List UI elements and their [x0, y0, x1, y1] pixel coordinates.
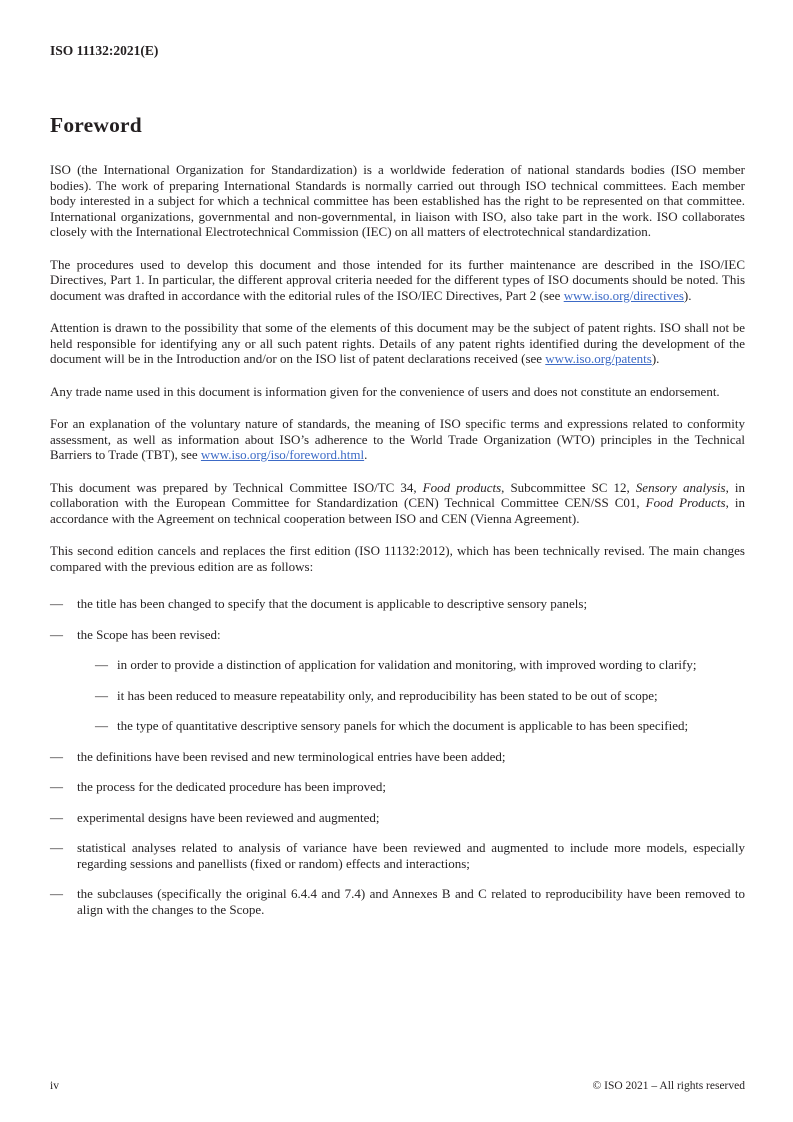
dash-marker: — [50, 809, 63, 825]
link-iso-patents[interactable]: www.iso.org/patents [545, 351, 652, 366]
paragraph-wto-tbt [50, 416, 745, 463]
document-reference: ISO 11132:2021(E) [50, 43, 159, 58]
list-item [50, 779, 745, 795]
list-item-text: the title has been changed to specify that the document is applicable to descriptive sensory panels; [77, 596, 588, 611]
paragraph-text: This second edition cancels and replaces the first edition (ISO 11132:2012), which has been technically revised. The main changes compared with the previous edition are as follows: [50, 543, 745, 574]
dash-marker: — [95, 718, 108, 733]
dash-marker: — [50, 626, 63, 642]
page-footer [50, 1080, 745, 1093]
paragraph-text: ISO (the International Organization for Standardization) is a worldwide federation of national standards bodies (ISO member bodies). The work of preparing International Standards is normally carried out through ISO technical committees. Each member body interested in a subject for which a technical committee has been established has the right to be represented on that committee. International organizations, governmental and non-governmental, in liaison with ISO, also take part in the work. ISO collaborates closely with the International Electrotechnical Commission (IEC) on all matters of electrotechnical standardization. [50, 162, 745, 239]
list-item [50, 749, 745, 765]
page-title: Foreword [50, 113, 142, 137]
page-number: iv [50, 1080, 59, 1092]
changes-sublist [95, 657, 745, 734]
paragraph-text: , Subcommittee SC 12, [501, 479, 636, 495]
list-subitem [95, 688, 745, 704]
paragraph-text: ). [651, 351, 660, 366]
paragraph-second-edition [50, 543, 745, 574]
list-item-text: the Scope has been revised: [77, 626, 221, 642]
paragraph-text: , in accordance with the Agreement on technical cooperation between ISO and CEN (Vienna Agreement). [50, 495, 745, 526]
list-item-text: statistical analyses related to analysis of variance have been reviewed and augmented to include more models, especially regarding sessions and panellists (fixed or random) effects and interactions; [77, 840, 745, 871]
link-iso-directives[interactable]: www.iso.org/directives [563, 287, 684, 303]
dash-marker: — [95, 657, 108, 672]
paragraph-patent-rights [50, 320, 745, 367]
paragraph-text: , in collaboration with the European Committee for Standardization (CEN) Technical Committee CEN/SS C01, [50, 479, 746, 510]
paragraph-procedures [50, 257, 745, 304]
italic-subcommittee-name: Sensory analysis [635, 479, 726, 495]
dash-marker: — [50, 779, 63, 794]
list-subitem [95, 657, 745, 673]
list-subitem [95, 718, 745, 734]
paragraph-committee [50, 480, 745, 527]
list-item-text: the definitions have been revised and new terminological entries have been added; [77, 748, 506, 764]
changes-list [50, 596, 745, 917]
paragraph-text: Any trade name used in this document is information given for the convenience of users and does not constitute an endorsement. [50, 383, 720, 399]
paragraph-text: This document was prepared by Technical Committee ISO/TC 34, [50, 479, 423, 495]
list-item [50, 886, 745, 917]
dash-marker: — [50, 840, 63, 855]
dash-marker: — [50, 886, 63, 901]
italic-cen-committee-name: Food Products [645, 495, 726, 510]
paragraph-text: For an explanation of the voluntary nature of standards, the meaning of ISO specific terms and expressions related to conformity assessment, as well as information about ISO’s adherence to the World Trade Organization (WTO) principles in the Technical Barriers to Trade (TBT), see [50, 416, 745, 462]
list-item-text: the process for the dedicated procedure has been improved; [77, 779, 386, 794]
list-item-text: the subclauses (specifically the original 6.4.4 and 7.4) and Annexes B and C related to reproducibility have been removed to align with the changes to the Scope. [77, 886, 745, 917]
list-item [50, 627, 745, 734]
dash-marker: — [50, 748, 63, 764]
dash-marker: — [95, 687, 108, 703]
list-item [50, 810, 745, 826]
paragraph-text: The procedures used to develop this document and those intended for its further maintenance are described in the ISO/IEC Directives, Part 1. In particular, the different approval criteria needed for the different types of ISO documents should be noted. This document was drafted in accordance with the editorial rules of the ISO/IEC Directives, Part 2 (see [50, 256, 745, 303]
list-item [50, 596, 745, 612]
paragraph-text: ). [683, 287, 692, 303]
list-item-text: the type of quantitative descriptive sensory panels for which the document is applicable to has been specified; [117, 718, 689, 733]
paragraph-text: . [364, 447, 368, 462]
dash-marker: — [50, 596, 63, 611]
paragraph-text: Attention is drawn to the possibility that some of the elements of this document may be the subject of patent rights. ISO shall not be held responsible for identifying any or all such patent rights. Details of any patent rights identified during the development of the document will be in the Introduction and/or on the ISO list of patent declarations received (see [50, 320, 745, 366]
link-iso-foreword[interactable]: www.iso.org/iso/foreword.html [200, 447, 365, 462]
list-item-text: it has been reduced to measure repeatability only, and reproducibility has been stated to be out of scope; [117, 687, 658, 703]
paragraph-iso-federation [50, 162, 745, 240]
paragraph-trade-name [50, 384, 745, 400]
list-item-text: experimental designs have been reviewed and augmented; [77, 809, 380, 825]
list-item-text: in order to provide a distinction of application for validation and monitoring, with improved wording to clarify; [117, 657, 697, 672]
italic-committee-name: Food products [422, 479, 502, 495]
copyright-notice: © ISO 2021 – All rights reserved [592, 1080, 745, 1092]
list-item [50, 840, 745, 871]
